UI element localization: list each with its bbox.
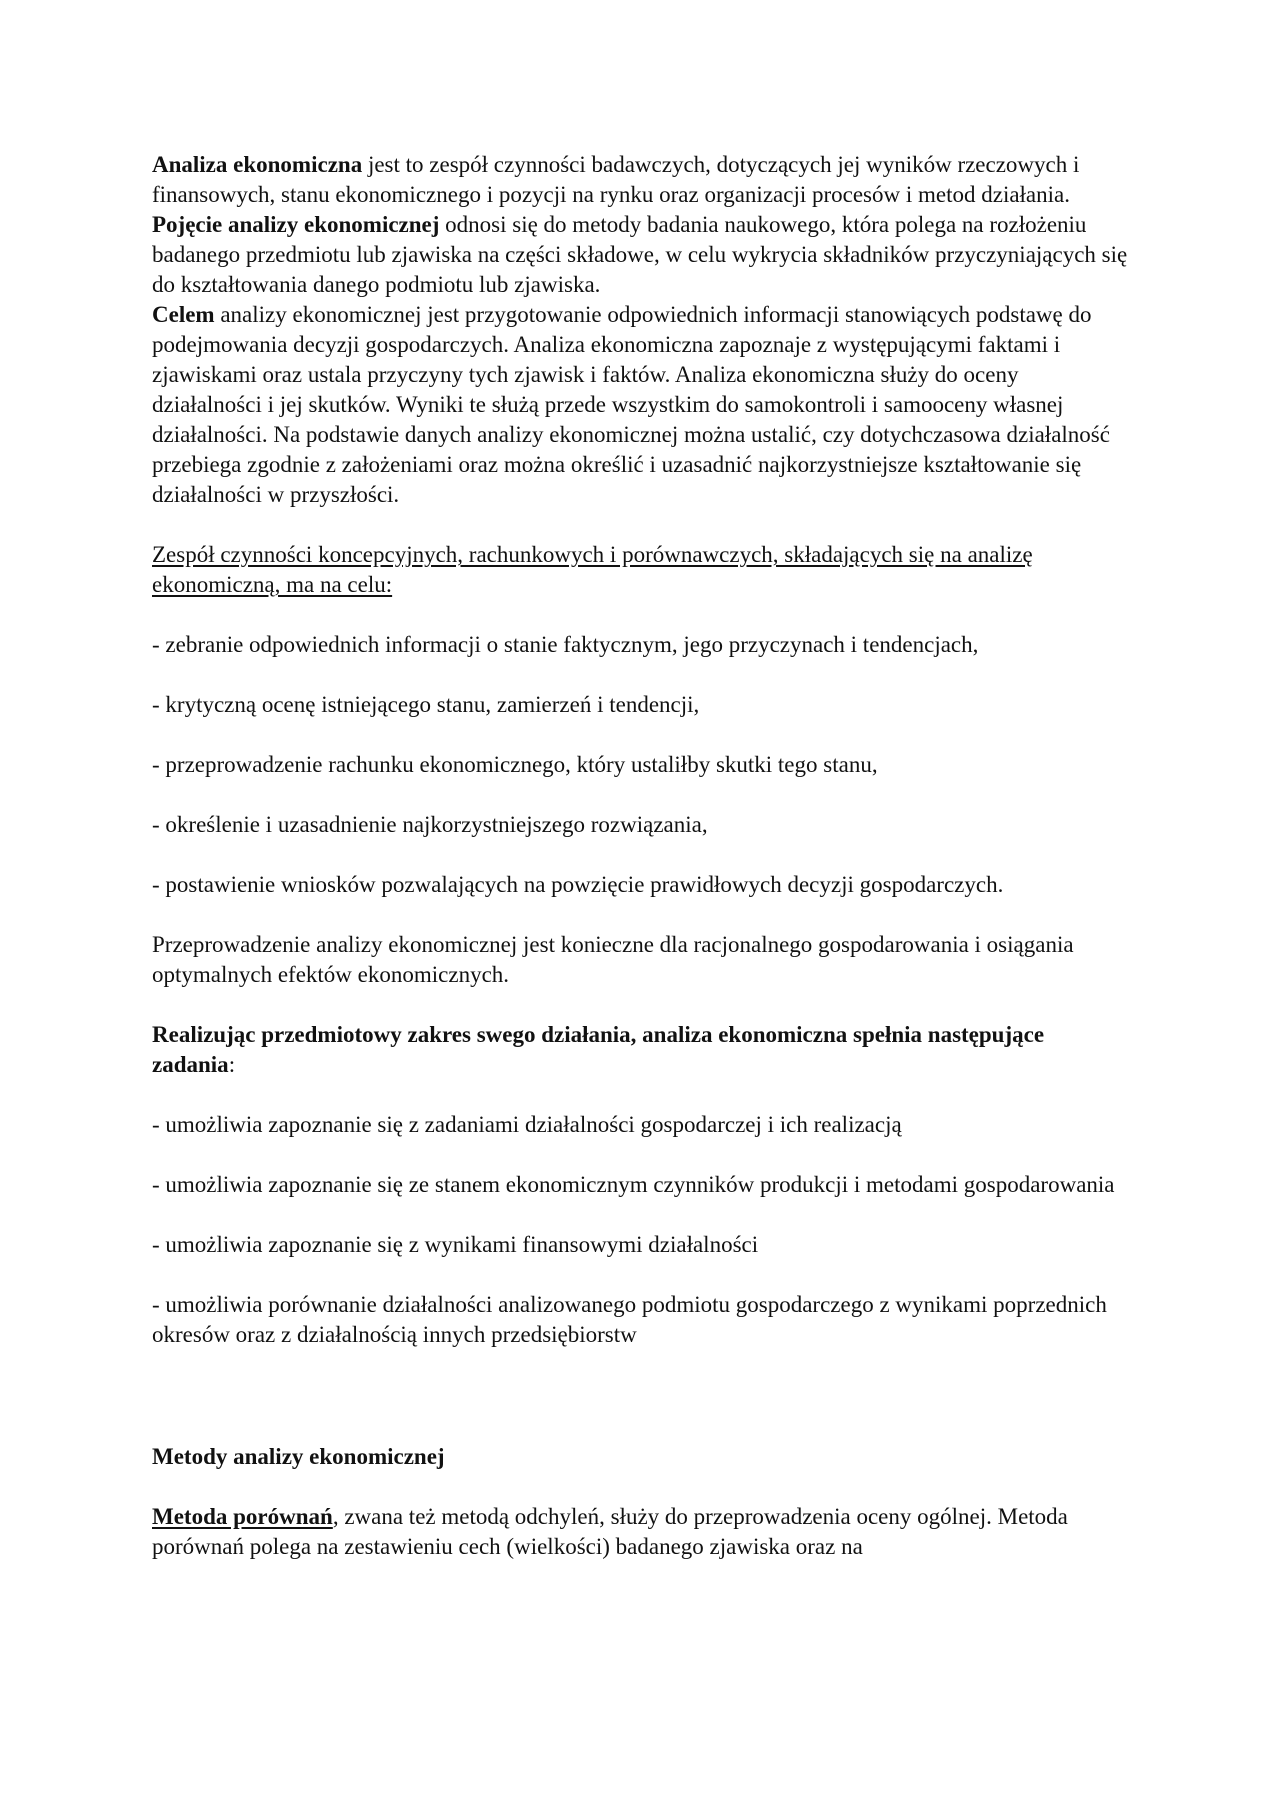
tasks-item: - umożliwia zapoznanie się z zadaniami działalności gospodarczej i ich realizacją [152, 1112, 902, 1137]
methods-title: Metody analizy ekonomicznej [152, 1444, 445, 1469]
tasks-item: - umożliwia zapoznanie się z wynikami finansowymi działalności [152, 1232, 759, 1257]
method-paragraph: Metoda porównań, zwana też metodą odchyleń, służy do przeprowadzenia oceny ogólnej. Metoda porównań polega na zestawieniu cech (wielkości) badanego zjawiska oraz na [152, 1504, 1068, 1559]
term-metoda-porownan: Metoda porównań [152, 1504, 333, 1529]
goals-item: - określenie i uzasadnienie najkorzystniejszego rozwiązania, [152, 812, 708, 837]
tasks-item: - umożliwia zapoznanie się ze stanem ekonomicznym czynników produkcji i metodami gospodarowania [152, 1172, 1115, 1197]
goals-item: - postawienie wniosków pozwalających na powzięcie prawidłowych decyzji gospodarczych. [152, 872, 1004, 897]
intro-paragraph-3: Celem analizy ekonomicznej jest przygotowanie odpowiednich informacji stanowiących podstawę do podejmowania decyzji gospodarczych. Analiza ekonomiczna zapoznaje z występującymi faktami i zjawiskami oraz ustala przyczyny tych zjawisk i faktów. Analiza ekonomiczna służy do oceny działalności i jej skutków. Wyniki te służą przede wszystkim do samokontroli i samooceny własnej działalności. Na podstawie danych analizy ekonomicznej można ustalić, czy dotychczasowa działalność przebiega zgodnie z założeniami oraz można określić i uzasadnić najkorzystniejsze kształtowanie się działalności w przyszłości. [152, 302, 1110, 507]
term-pojecie: Pojęcie analizy ekonomicznej [152, 212, 440, 237]
goals-heading: Zespół czynności koncepcyjnych, rachunkowych i porównawczych, składających się na analizę ekonomiczną, ma na celu: [152, 542, 1033, 597]
document-page [152, 150, 1132, 1562]
goals-summary: Przeprowadzenie analizy ekonomicznej jest konieczne dla racjonalnego gospodarowania i osiągania optymalnych efektów ekonomicznych. [152, 932, 1074, 987]
intro-paragraph-1: Analiza ekonomiczna jest to zespół czynności badawczych, dotyczących jej wyników rzeczowych i finansowych, stanu ekonomicznego i pozycji na rynku oraz organizacji procesów i metod działania. [152, 152, 1080, 207]
goals-item: - przeprowadzenie rachunku ekonomicznego, który ustaliłby skutki tego stanu, [152, 752, 878, 777]
intro-paragraph-2: Pojęcie analizy ekonomicznej odnosi się do metody badania naukowego, która polega na rozłożeniu badanego przedmiotu lub zjawiska na części składowe, w celu wykrycia składników przyczyniających się do kształtowania danego podmiotu lub zjawiska. [152, 212, 1128, 297]
tasks-item: - umożliwia porównanie działalności analizowanego podmiotu gospodarczego z wynikami poprzednich okresów oraz z działalnością innych przedsiębiorstw [152, 1292, 1107, 1347]
goals-item: - zebranie odpowiednich informacji o stanie faktycznym, jego przyczynach i tendencjach, [152, 632, 979, 657]
term-celem: Celem [152, 302, 215, 327]
goals-item: - krytyczną ocenę istniejącego stanu, zamierzeń i tendencji, [152, 692, 700, 717]
tasks-heading: Realizując przedmiotowy zakres swego działania, analiza ekonomiczna spełnia następujące zadania: [152, 1022, 1045, 1077]
term-analiza-ekonomiczna: Analiza ekonomiczna [152, 152, 363, 177]
